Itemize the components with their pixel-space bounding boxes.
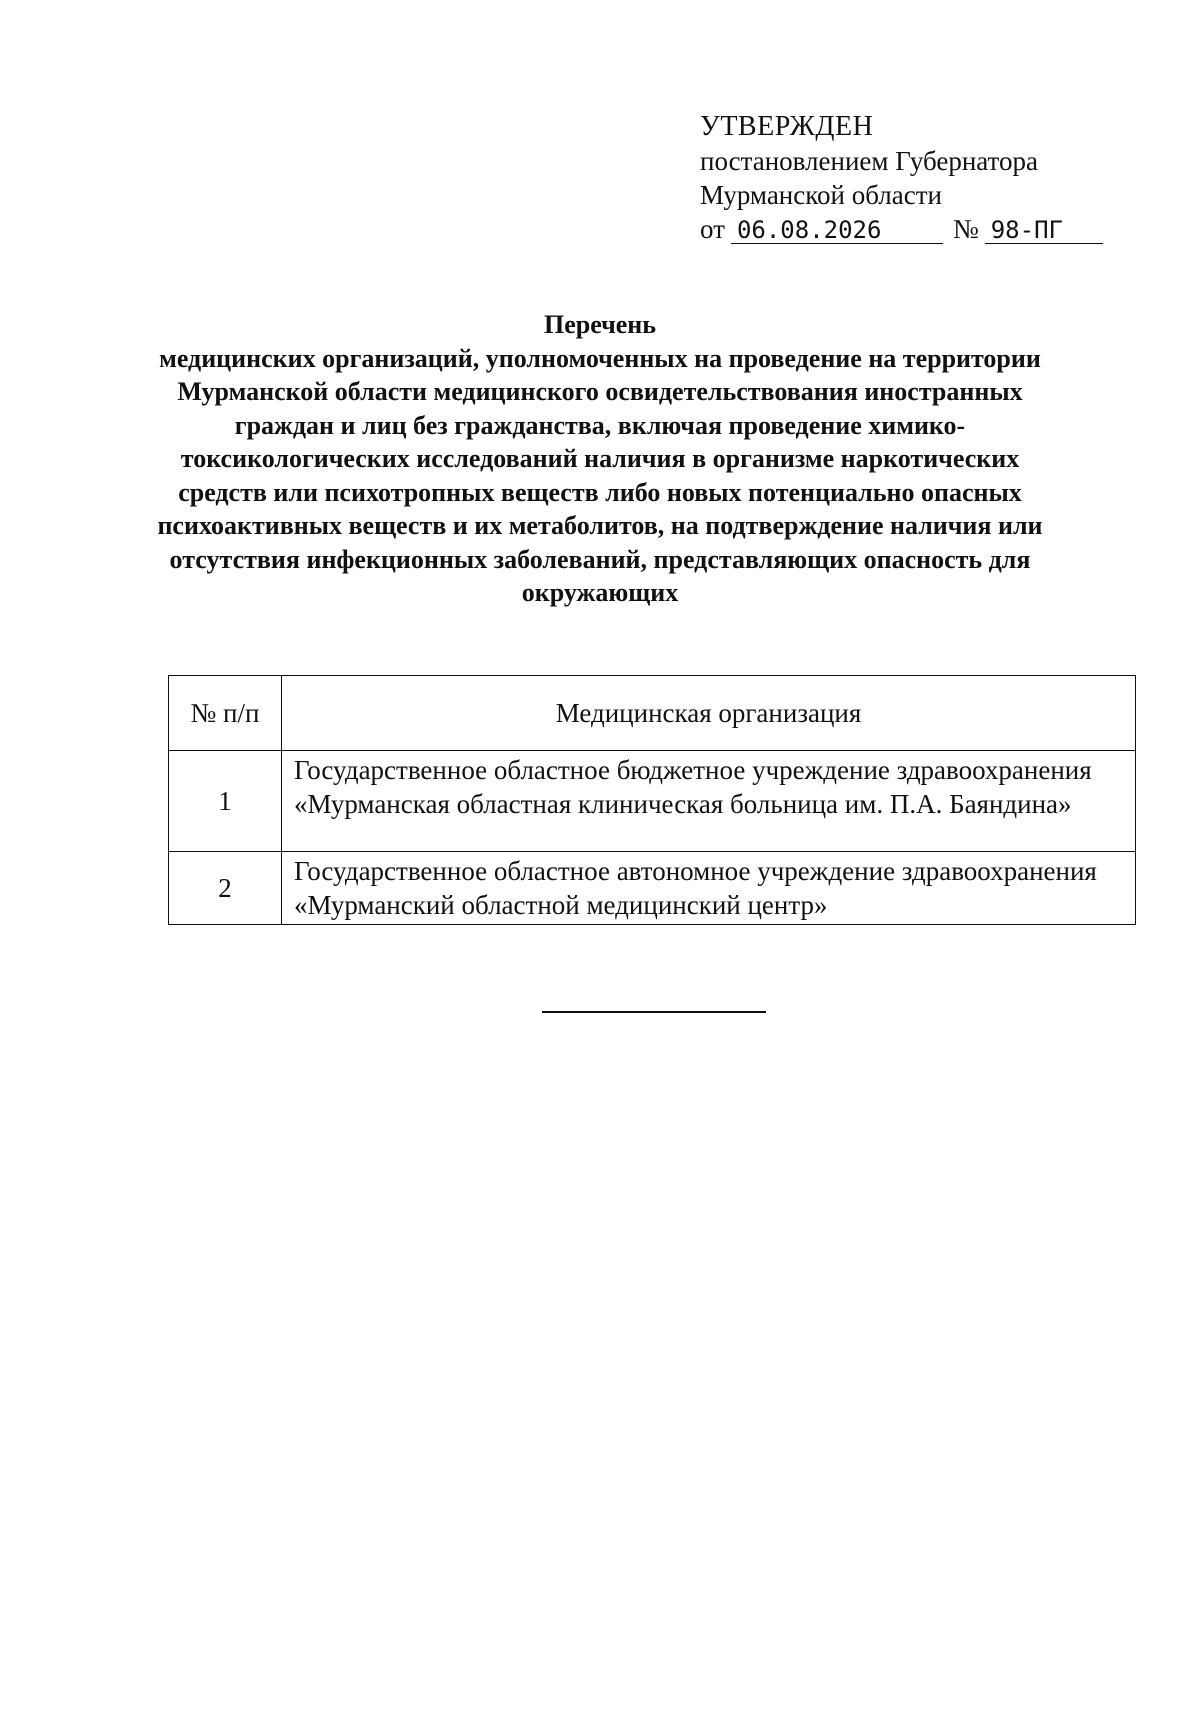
approval-number: 98-ПГ: [985, 217, 1103, 244]
table-row: [169, 852, 1136, 925]
approval-date: 06.08.2026: [731, 217, 943, 244]
header-number: № п/п: [169, 676, 282, 751]
table-header-row: [169, 676, 1136, 751]
title-heading: Перечень: [543, 310, 657, 339]
row-number: 2: [169, 852, 282, 925]
table-row: [169, 751, 1136, 852]
approval-stamp: УТВЕРЖДЕН: [700, 111, 874, 142]
approval-line-2: Мурманской области: [700, 180, 942, 210]
row-number: 1: [169, 751, 282, 852]
row-organization: Государственное областное бюджетное учреждение здравоохранения «Мурманская областная клиническая больница им. П.А. Баяндина»: [282, 751, 1136, 852]
row-organization: Государственное областное автономное учреждение здравоохранения «Мурманский областной медицинский центр»: [282, 852, 1136, 925]
header-organization: Медицинская организация: [282, 676, 1136, 751]
title-body: медицинских организаций, уполномоченных на проведение на территории Мурманской области медицинского освидетельствования иностранных граждан и лиц без гражданства, включая проведение химико-токсикологических исследований наличия в организме наркотических средств или психотропных веществ либо новых потенциально опасных психоактивных веществ и их метаболитов, на подтверждение наличия или отсутствия инфекционных заболеваний, представляющих опасность для окружающих: [157, 343, 1043, 607]
number-sign: №: [952, 214, 979, 244]
closing-divider: [542, 1011, 766, 1013]
organizations-table: [168, 675, 1136, 925]
document-title: [150, 308, 1050, 610]
date-prefix: от: [700, 214, 725, 244]
approval-block: [700, 110, 1103, 246]
approval-date-line: [700, 212, 1103, 246]
approval-line-1: постановлением Губернатора: [700, 146, 1038, 176]
